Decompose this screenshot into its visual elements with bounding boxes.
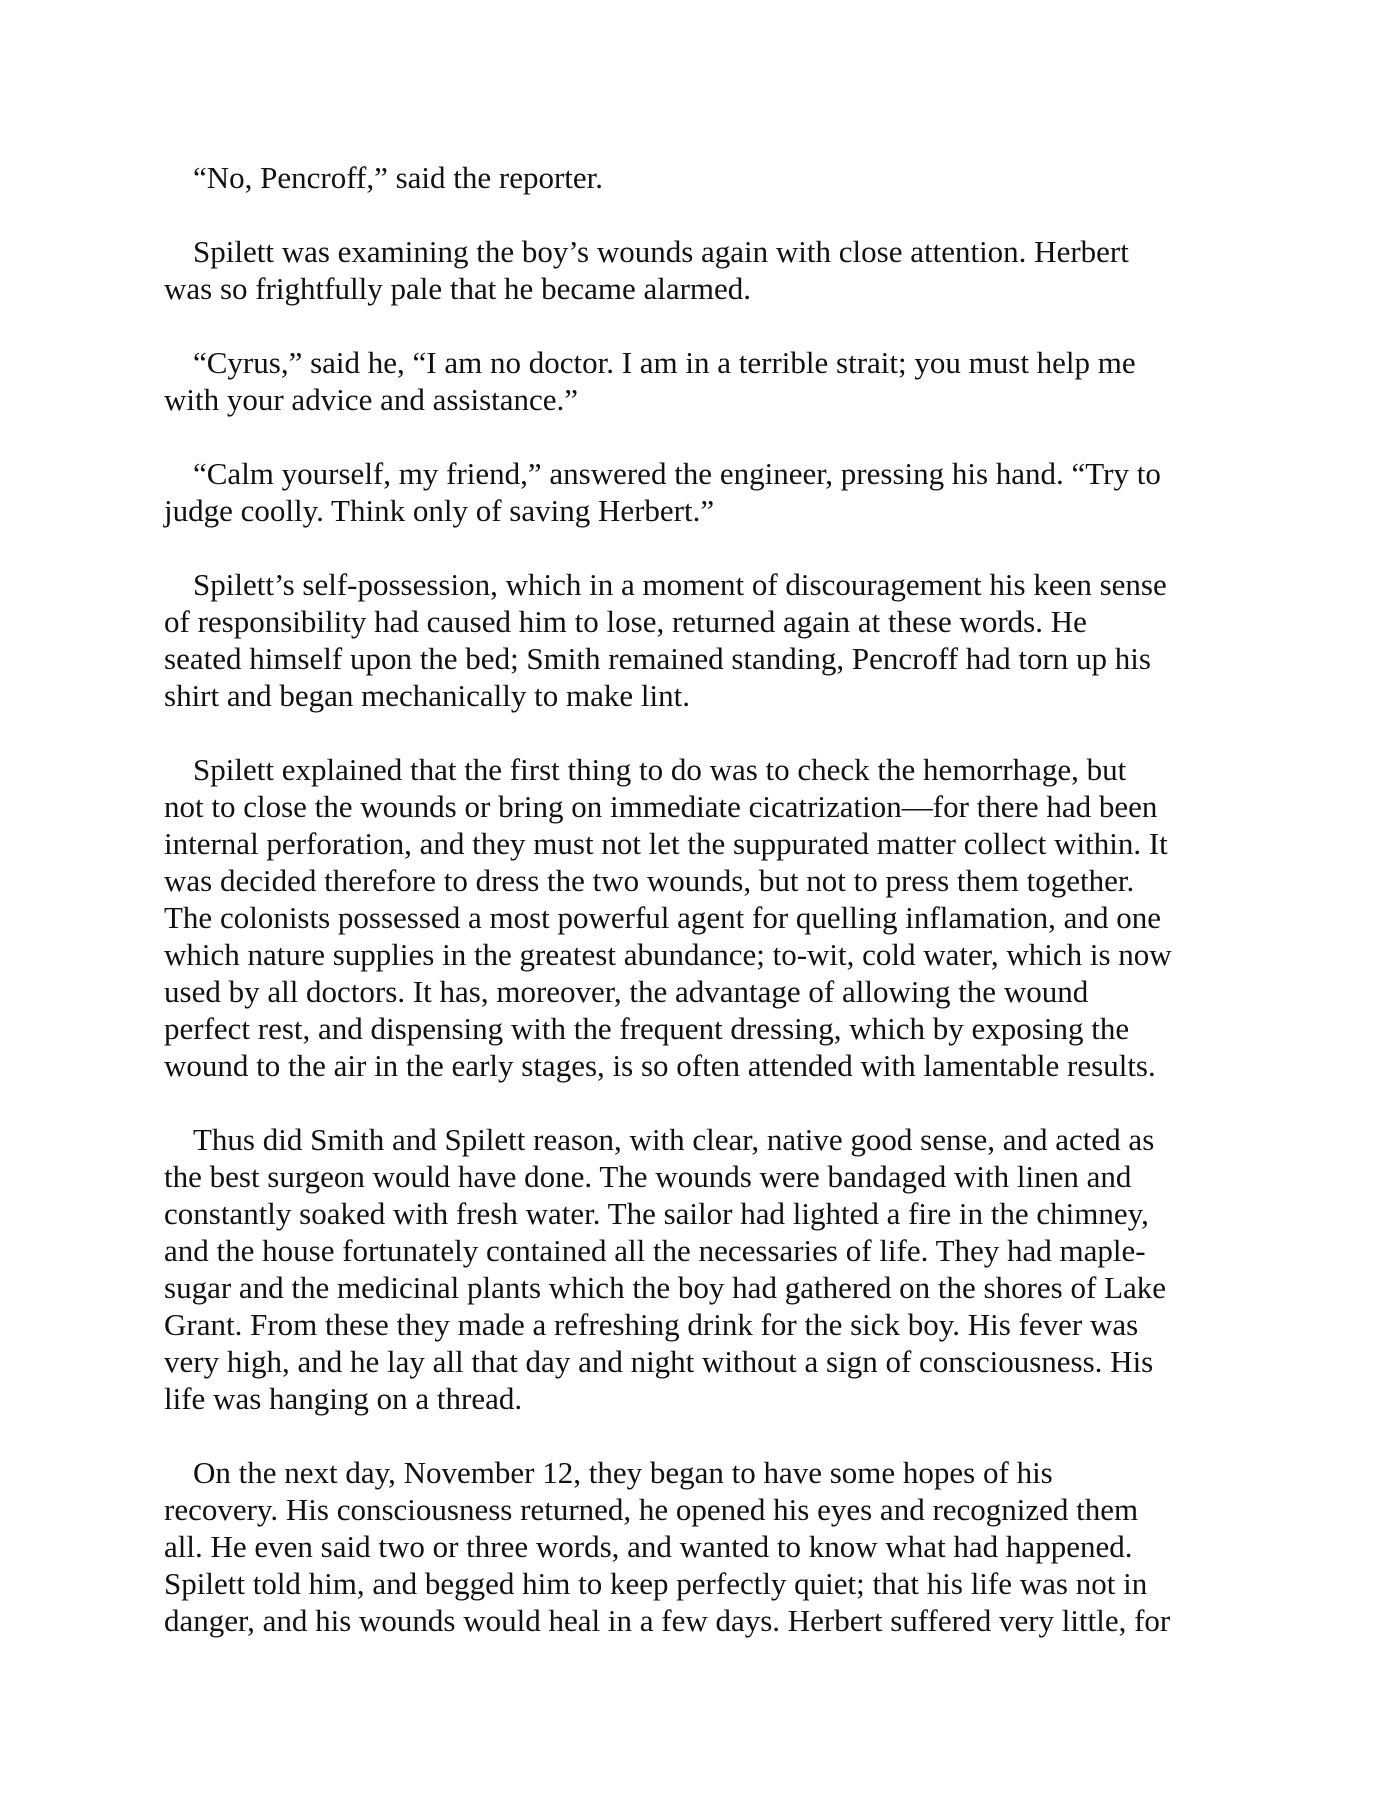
paragraph-7: [164, 1121, 1254, 1417]
text-line: danger, and his wounds would heal in a few days. Herbert suffered very little, for: [164, 1603, 1171, 1638]
text-line: recovery. His consciousness returned, he opened his eyes and recognized them: [164, 1492, 1139, 1527]
text-line: was so frightfully pale that he became alarmed.: [164, 271, 752, 306]
text-line: which nature supplies in the greatest abundance; to-wit, cold water, which is now: [164, 937, 1172, 972]
paragraph-4: [164, 455, 1254, 529]
paragraph-2: [164, 233, 1254, 307]
text-line: “No, Pencroff,” said the reporter.: [193, 160, 604, 195]
text-line: very high, and he lay all that day and night without a sign of consciousness. His: [164, 1344, 1154, 1379]
text-line: used by all doctors. It has, moreover, the advantage of allowing the wound: [164, 974, 1089, 1009]
text-line: wound to the air in the early stages, is so often attended with lamentable results.: [164, 1048, 1156, 1083]
text-line: of responsibility had caused him to lose, returned again at these words. He: [164, 604, 1087, 639]
text-line: Spilett told him, and begged him to keep perfectly quiet; that his life was not in: [164, 1566, 1148, 1601]
text-line: judge coolly. Think only of saving Herbert.”: [164, 493, 715, 528]
text-line: the best surgeon would have done. The wounds were bandaged with linen and: [164, 1159, 1132, 1194]
paragraph-5: [164, 566, 1254, 714]
paragraph-8: [164, 1454, 1254, 1639]
text-line: shirt and began mechanically to make lint.: [164, 678, 690, 713]
text-line: The colonists possessed a most powerful agent for quelling inflamation, and one: [164, 900, 1161, 935]
text-line: seated himself upon the bed; Smith remained standing, Pencroff had torn up his: [164, 641, 1151, 676]
text-line: with your advice and assistance.”: [164, 382, 579, 417]
text-line: life was hanging on a thread.: [164, 1381, 523, 1416]
paragraph-1: [164, 159, 1254, 196]
text-line: Grant. From these they made a refreshing drink for the sick boy. His fever was: [164, 1307, 1139, 1342]
text-line: Spilett’s self-possession, which in a moment of discouragement his keen sense: [193, 567, 1167, 602]
text-line: Thus did Smith and Spilett reason, with clear, native good sense, and acted as: [193, 1122, 1155, 1157]
text-line: constantly soaked with fresh water. The sailor had lighted a fire in the chimney,: [164, 1196, 1149, 1231]
text-line: sugar and the medicinal plants which the boy had gathered on the shores of Lake: [164, 1270, 1167, 1305]
text-line: “Calm yourself, my friend,” answered the engineer, pressing his hand. “Try to: [193, 456, 1161, 491]
text-line: was decided therefore to dress the two wounds, but not to press them together.: [164, 863, 1135, 898]
body-text: [164, 159, 1254, 1676]
text-line: not to close the wounds or bring on immediate cicatrization—for there had been: [164, 789, 1158, 824]
paragraph-6: [164, 751, 1254, 1084]
paragraph-3: [164, 344, 1254, 418]
text-line: On the next day, November 12, they began to have some hopes of his: [193, 1455, 1053, 1490]
text-line: “Cyrus,” said he, “I am no doctor. I am in a terrible strait; you must help me: [193, 345, 1136, 380]
text-line: Spilett explained that the first thing to do was to check the hemorrhage, but: [193, 752, 1127, 787]
text-line: internal perforation, and they must not let the suppurated matter collect within. It: [164, 826, 1168, 861]
text-line: all. He even said two or three words, and wanted to know what had happened.: [164, 1529, 1133, 1564]
text-line: perfect rest, and dispensing with the frequent dressing, which by exposing the: [164, 1011, 1130, 1046]
text-line: Spilett was examining the boy’s wounds again with close attention. Herbert: [193, 234, 1129, 269]
text-line: and the house fortunately contained all the necessaries of life. They had maple-: [164, 1233, 1146, 1268]
